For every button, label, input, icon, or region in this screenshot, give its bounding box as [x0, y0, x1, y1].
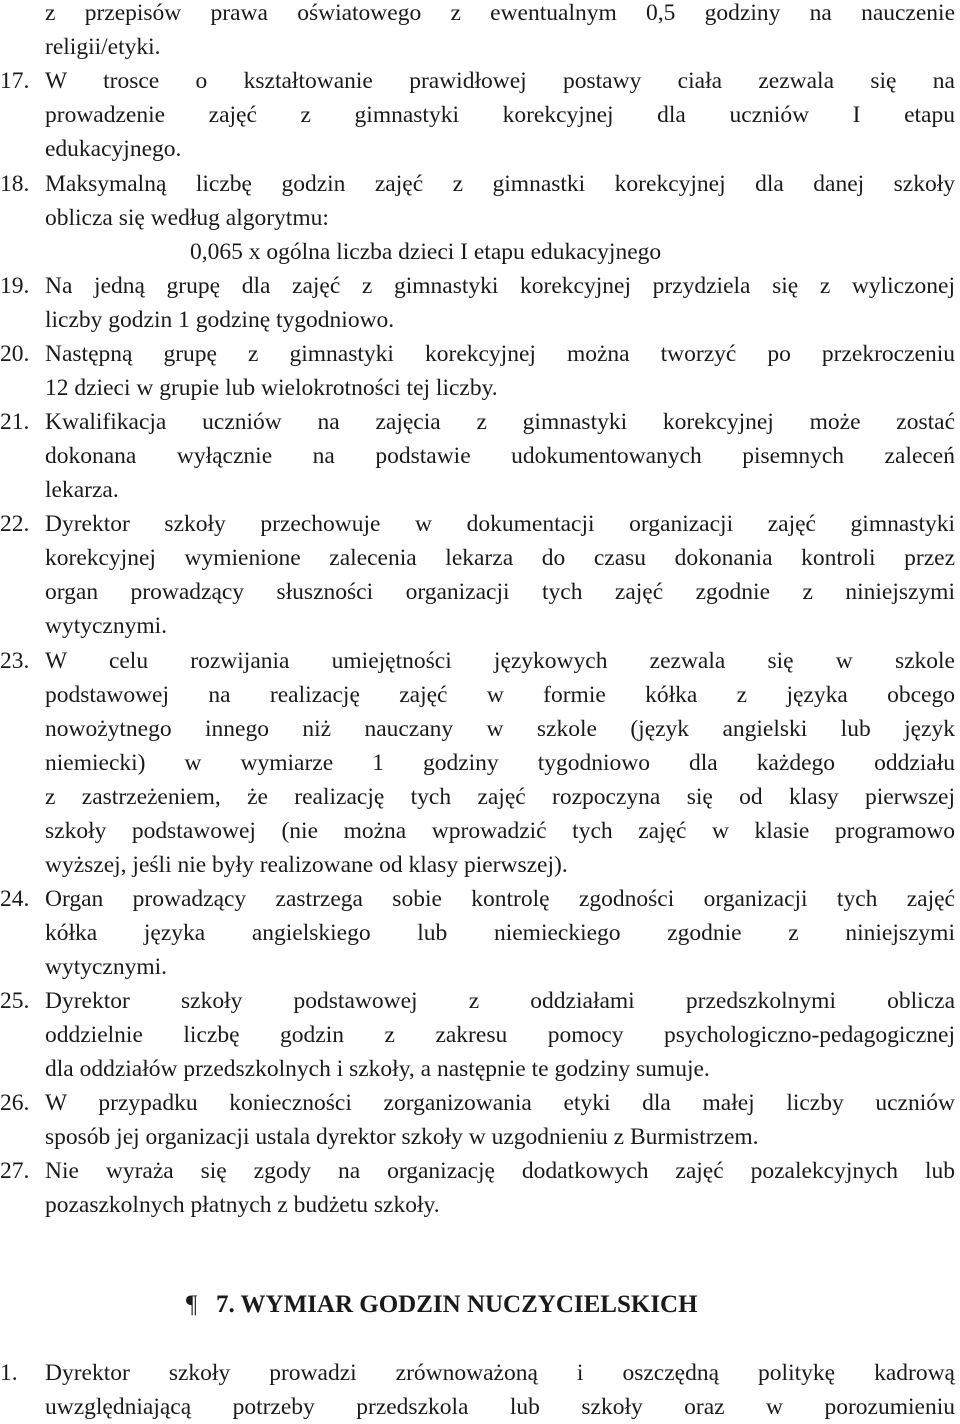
- text-line: pozaszkolnych płatnych z budżetu szkoły.: [45, 1192, 440, 1218]
- text-line: W celu rozwijania umiejętności językowych zezwala się w szkole: [45, 648, 955, 674]
- section-heading: [186, 1288, 698, 1322]
- list-item-26: [0, 1086, 955, 1120]
- text-line: lekarza.: [45, 477, 119, 503]
- list-item-20: [0, 337, 955, 371]
- list-item-24: [0, 882, 955, 916]
- item-number: 21.: [0, 409, 30, 435]
- text-line: wytycznymi.: [45, 954, 168, 980]
- text-line: Dyrektor szkoły przechowuje w dokumentacji organizacji zajęć gimnastyki: [45, 511, 955, 537]
- text-line: prowadzenie zajęć z gimnastyki korekcyjnej dla uczniów I etapu: [45, 102, 955, 128]
- text-line: podstawowej na realizację zajęć w formie kółka z języka obcego: [45, 682, 955, 708]
- text-line: kółka języka angielskiego lub niemieckiego zgodnie z niniejszymi: [45, 920, 955, 946]
- text-line: Kwalifikacja uczniów na zajęcia z gimnastyki korekcyjnej może zostać: [45, 409, 955, 435]
- text-line: edukacyjnego.: [45, 136, 182, 162]
- text-line: dla oddziałów przedszkolnych i szkoły, a następnie te godziny sumuje.: [45, 1056, 710, 1082]
- text-line: dokonana wyłącznie na podstawie udokumentowanych pisemnych zaleceń: [45, 443, 955, 469]
- list-item-17: [0, 64, 955, 98]
- list-item-27: [0, 1154, 955, 1188]
- item-number: 1.: [0, 1360, 18, 1386]
- list-item-18: [0, 167, 955, 201]
- pilcrow-icon: ¶: [186, 1291, 198, 1318]
- text-line: religii/etyki.: [45, 34, 161, 60]
- item-number: 17.: [0, 68, 30, 94]
- item-number: 26.: [0, 1090, 30, 1116]
- text-line: Dyrektor szkoły prowadzi zrównoważoną i oszczędną politykę kadrową: [45, 1360, 955, 1386]
- item-number: 25.: [0, 988, 30, 1014]
- text-line: wytycznymi.: [45, 613, 168, 639]
- text-line: niemiecki) w wymiarze 1 godziny tygodniowo dla każdego oddziału: [45, 750, 955, 776]
- text-line: Maksymalną liczbę godzin zajęć z gimnastki korekcyjnej dla danej szkoły: [45, 171, 955, 197]
- item-number: 27.: [0, 1158, 30, 1184]
- text-line: Organ prowadzący zastrzega sobie kontrolę zgodności organizacji tych zajęć: [45, 886, 955, 912]
- text-line: W trosce o kształtowanie prawidłowej postawy ciała zezwala się na: [45, 68, 955, 94]
- list-item-25: [0, 984, 955, 1018]
- text-line: oddzielnie liczbę godzin z zakresu pomocy psychologiczno-pedagogicznej: [45, 1022, 955, 1048]
- list-item-1: [0, 1356, 955, 1390]
- text-line: nowożytnego innego niż nauczany w szkole (język angielski lub język: [45, 716, 955, 742]
- text-line: korekcyjnej wymienione zalecenia lekarza do czasu dokonania kontroli przez: [45, 545, 955, 571]
- item-number: 24.: [0, 886, 30, 912]
- list-item-19: [0, 269, 955, 303]
- text-line: sposób jej organizacji ustala dyrektor szkoły w uzgodnieniu z Burmistrzem.: [45, 1124, 759, 1150]
- text-line: uwzględniającą potrzeby przedszkola lub szkoły oraz w porozumieniu: [45, 1394, 955, 1420]
- text-line: Nie wyraża się zgody na organizację dodatkowych zajęć pozalekcyjnych lub: [45, 1158, 955, 1184]
- text-line: z zastrzeżeniem, że realizację tych zajęć rozpoczyna się od klasy pierwszej: [45, 784, 955, 810]
- text-line: W przypadku konieczności zorganizowania etyki dla małej liczby uczniów: [45, 1090, 955, 1116]
- text-line: Następną grupę z gimnastyki korekcyjnej można tworzyć po przekroczeniu: [45, 341, 955, 367]
- item-number: 18.: [0, 171, 30, 197]
- item-number: 20.: [0, 341, 30, 367]
- text-line: Dyrektor szkoły podstawowej z oddziałami przedszkolnymi oblicza: [45, 988, 955, 1014]
- formula-line: 0,065 x ogólna liczba dzieci I etapu edukacyjnego: [190, 239, 662, 265]
- text-line: wyższej, jeśli nie były realizowane od klasy pierwszej).: [45, 852, 568, 878]
- text-line: oblicza się według algorytmu:: [45, 205, 329, 231]
- text-line: 12 dzieci w grupie lub wielokrotności tej liczby.: [45, 375, 498, 401]
- text-line: liczby godzin 1 godzinę tygodniowo.: [45, 307, 395, 333]
- text-line: Na jedną grupę dla zajęć z gimnastyki korekcyjnej przydziela się z wyliczonej: [45, 273, 955, 299]
- section-heading-text: 7. WYMIAR GODZIN NUCZYCIELSKICH: [216, 1291, 698, 1318]
- item-number: 23.: [0, 648, 30, 674]
- item-number: 22.: [0, 511, 30, 537]
- list-item-23: [0, 644, 955, 678]
- list-item-21: [0, 405, 955, 439]
- text-line: szkoły podstawowej (nie można wprowadzić tych zajęć w klasie programowo: [45, 818, 955, 844]
- text-line: organ prowadzący słuszności organizacji tych zajęć zgodnie z niniejszymi: [45, 579, 955, 605]
- item-number: 19.: [0, 273, 30, 299]
- text-line: z przepisów prawa oświatowego z ewentualnym 0,5 godziny na nauczenie: [45, 0, 955, 26]
- list-item-22: [0, 507, 955, 541]
